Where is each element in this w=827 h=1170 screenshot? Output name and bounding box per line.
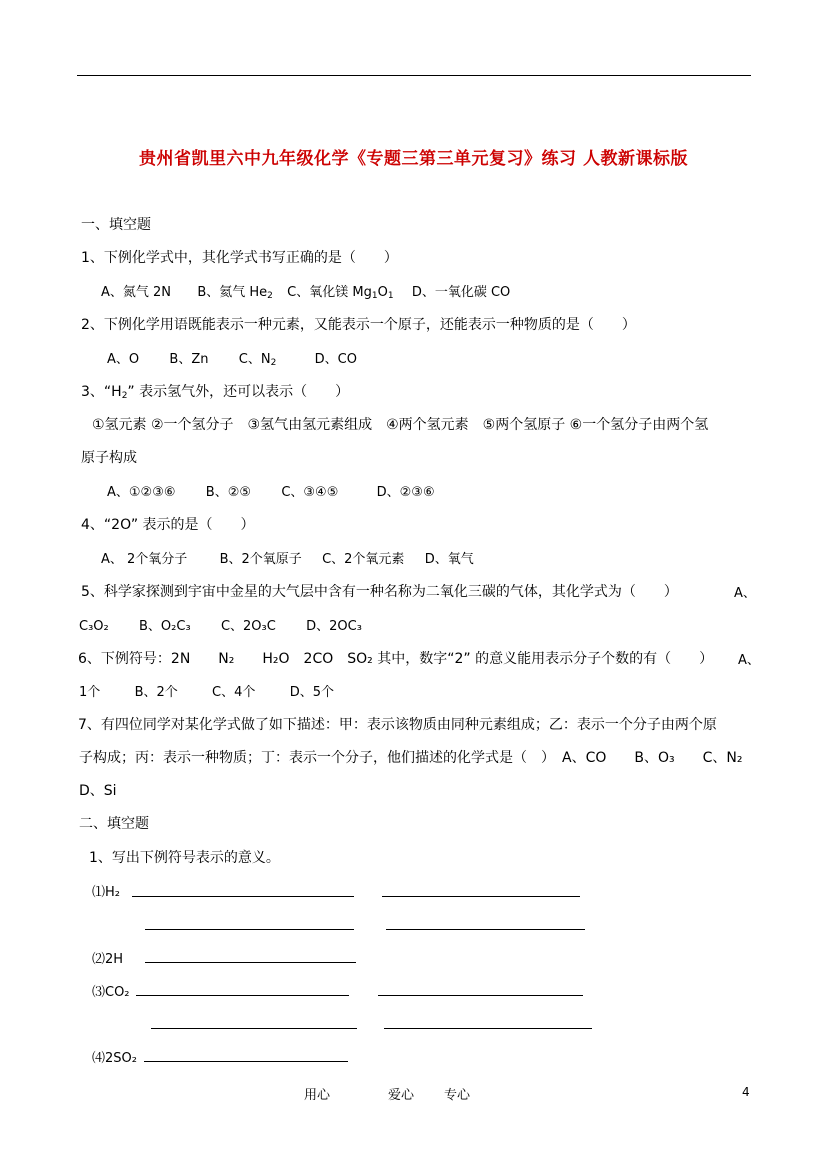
question-2-stem: 2、下例化学用语既能表示一种元素，又能表示一个原子，还能表示一种物质的是（ ） bbox=[81, 317, 636, 333]
question-5-stem: 5、科学家探测到宇宙中金星的大气层中含有一种名称为二氧化三碳的气体，其化学式为（ ） bbox=[81, 584, 678, 600]
option-d: D、2OC₃ bbox=[306, 619, 362, 634]
question-6-options bbox=[79, 681, 334, 700]
question-7-stem-line1: 7、有四位同学对某化学式做了如下描述：甲：表示该物质由同种元素组成；乙：表示一个分子由两个原 bbox=[78, 717, 717, 733]
option-c: C、氧化镁 $Mg_1O_1$ bbox=[287, 285, 394, 301]
section-heading-1: 一、填空题 bbox=[81, 217, 151, 233]
option-b: B、2个氧原子 bbox=[219, 552, 302, 567]
question-6-option-a-label: A、 bbox=[738, 653, 760, 668]
question-6-stem: 6、下例符号：2N N₂ H₂O 2CO SO₂ 其中，数字“2” 的意义能用表示分子个数的有（ ） bbox=[78, 651, 714, 667]
question-3-statements-cont: 原子构成 bbox=[81, 450, 137, 466]
option-c: C、4个 bbox=[212, 685, 256, 700]
answer-blank[interactable] bbox=[382, 896, 580, 897]
answer-blank[interactable] bbox=[151, 1028, 357, 1029]
footer-text-1: 用心 bbox=[304, 1088, 331, 1103]
question-3-stem: 3、“$H_2$” 表示氢气外，还可以表示（ ） bbox=[81, 384, 350, 401]
fill-item-3-label: ⑶CO₂ bbox=[92, 985, 130, 1000]
option-d: D、②③⑥ bbox=[376, 485, 435, 500]
question-4-stem: 4、“2O” 表示的是（ ） bbox=[81, 517, 255, 533]
question-2-options bbox=[107, 348, 357, 367]
question-7-stem-line2: 子构成；丙：表示一种物质；丁：表示一个分子，他们描述的化学式是（ ） A、CO B、O₃ C、N₂ bbox=[79, 750, 743, 766]
question-1-options bbox=[101, 281, 510, 300]
fill-item-2-label: ⑵2H bbox=[92, 952, 124, 967]
option-d: D、5个 bbox=[289, 685, 334, 700]
option-c: C、2个氧元素 bbox=[322, 552, 405, 567]
answer-blank[interactable] bbox=[384, 1028, 592, 1029]
question-3-options bbox=[107, 481, 435, 500]
question-5-option-a-label: A、 bbox=[734, 586, 756, 601]
option-a: A、氮气 2N bbox=[101, 285, 172, 300]
question-7-stem-line3: D、Si bbox=[79, 783, 117, 799]
answer-blank[interactable] bbox=[386, 929, 585, 930]
fill-item-1-label: ⑴H₂ bbox=[92, 885, 120, 900]
fill-item-4-label: ⑷2SO₂ bbox=[92, 1051, 137, 1066]
option-b: B、O₂C₃ bbox=[139, 619, 191, 634]
option-b: B、②⑤ bbox=[205, 485, 252, 500]
question-1-stem: 1、下例化学式中，其化学式书写正确的是（ ） bbox=[81, 250, 398, 266]
question-5-options bbox=[79, 615, 362, 634]
answer-blank[interactable] bbox=[378, 995, 583, 996]
footer-text-2: 爱心 bbox=[388, 1088, 415, 1103]
page-title: 贵州省凯里六中九年级化学《专题三第三单元复习》练习 人教新课标版 bbox=[139, 149, 688, 169]
option-a: A、O bbox=[107, 352, 140, 367]
option-d: D、一氧化碳 CO bbox=[411, 285, 511, 300]
answer-blank[interactable] bbox=[145, 929, 354, 930]
question-4-options bbox=[101, 548, 474, 567]
section-heading-2: 二、填空题 bbox=[79, 816, 149, 832]
option-c: C、2O₃C bbox=[220, 619, 276, 634]
section-2-question-1-stem: 1、写出下例符号表示的意义。 bbox=[89, 850, 280, 866]
option-d: D、CO bbox=[314, 352, 357, 367]
question-3-statements: ①氢元素 ②一个氢分子 ③氢气由氢元素组成 ④两个氢元素 ⑤两个氢原子 ⑥一个氢分子由两个氢 bbox=[92, 417, 709, 433]
option-d: D、氧气 bbox=[424, 552, 474, 567]
header-rule bbox=[77, 75, 751, 76]
answer-blank[interactable] bbox=[132, 896, 354, 897]
option-a: A、 2个氧分子 bbox=[101, 552, 188, 567]
option-c: C、$N_2$ bbox=[238, 352, 277, 368]
option-b: B、2个 bbox=[134, 685, 178, 700]
option-b: B、Zn bbox=[169, 352, 209, 367]
page-number: 4 bbox=[742, 1085, 750, 1099]
answer-blank[interactable] bbox=[145, 962, 356, 963]
answer-blank[interactable] bbox=[144, 1061, 348, 1062]
option-a: A、①②③⑥ bbox=[107, 485, 176, 500]
option-c: C、③④⑤ bbox=[281, 485, 339, 500]
option-b: B、氦气 $He_2$ bbox=[197, 285, 273, 301]
option-a: C₃O₂ bbox=[79, 619, 109, 634]
footer-text-3: 专心 bbox=[444, 1088, 471, 1103]
answer-blank[interactable] bbox=[136, 995, 349, 996]
option-a: 1个 bbox=[79, 685, 101, 700]
